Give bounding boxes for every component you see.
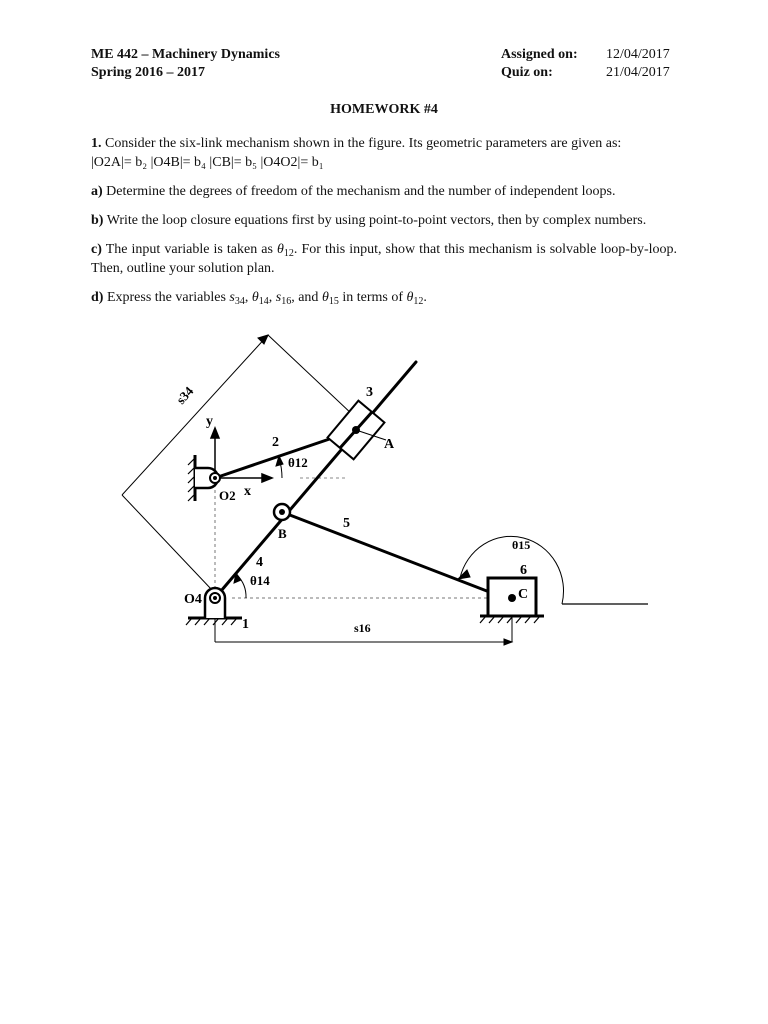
theta-symbol: θ xyxy=(276,242,284,257)
o2-axes xyxy=(211,428,272,482)
subscript-16: 16 xyxy=(281,296,292,307)
part-b-label: b) xyxy=(91,213,104,228)
part-a-text: Determine the degrees of freedom of the mechanism and the number of independent loops. xyxy=(106,184,616,199)
theta-symbol: θ xyxy=(251,290,259,305)
label-link-2: 2 xyxy=(272,435,279,450)
label-s34: s34 xyxy=(173,383,197,408)
problem-number: 1. xyxy=(91,136,102,151)
label-o4: O4 xyxy=(184,592,202,607)
label-c: C xyxy=(518,587,529,602)
label-link-4: 4 xyxy=(256,555,263,570)
part-d-text-post: in terms of xyxy=(342,290,403,305)
part-c-label: c) xyxy=(91,242,102,257)
theta15-arrowhead xyxy=(458,570,470,579)
quiz-date: 21/04/2017 xyxy=(606,65,670,80)
link-4 xyxy=(215,362,416,598)
part-a-label: a) xyxy=(91,184,103,199)
theta-symbol: θ xyxy=(321,290,329,305)
subscript-12: 12 xyxy=(413,296,424,307)
homework-title: HOMEWORK #4 xyxy=(330,102,438,117)
part-b-text: Write the loop closure equations first by using point-to-point vectors, then by complex numbers. xyxy=(106,213,647,228)
quiz-label: Quiz on: xyxy=(501,65,553,80)
label-ground-1: 1 xyxy=(242,617,249,632)
label-s16: s16 xyxy=(354,621,371,635)
assigned-date: 12/04/2017 xyxy=(606,47,670,62)
part-d: d) Express the variables $s_{34}$, $\theta_{14}$, $s_{16}$, and $\theta_{15}$ in terms of $\theta_{12}$. xyxy=(91,290,427,307)
assigned-label: Assigned on: xyxy=(501,47,578,62)
label-b: B xyxy=(278,526,287,541)
part-c: c) The input variable is taken as $\theta_{12}$. For this input, show that this mechanism is solvable loop-by-loop. Then, outline your solution plan. xyxy=(91,242,678,276)
label-link-6: 6 xyxy=(520,563,527,578)
part-c-text-pre: The input variable is taken as xyxy=(105,242,273,257)
s34-lower-ext xyxy=(122,495,212,590)
label-theta14: θ14 xyxy=(250,573,270,588)
subscript-34: 34 xyxy=(234,296,245,307)
label-link-5: 5 xyxy=(343,516,350,531)
s34-upper-ext xyxy=(268,335,354,416)
label-theta12: θ12 xyxy=(288,455,308,470)
label-x: x xyxy=(244,484,251,499)
label-o2: O2 xyxy=(219,488,236,503)
s34-dimension xyxy=(122,335,354,590)
subscript-14: 14 xyxy=(258,296,269,307)
part-d-text-pre: Express the variables xyxy=(106,290,226,305)
s-symbol: s xyxy=(275,290,282,305)
part-c-text-post: For this input, show that this mechanism is solvable loop-by-loop. Then, outline your solution plan. xyxy=(91,242,678,276)
part-d-and: and xyxy=(298,290,319,305)
s-symbol: s xyxy=(229,290,235,305)
problem-params: |O2A|= b₂ |O4B|= b₄ |CB|= b₅ |O4O2|= b₁ xyxy=(91,155,324,170)
problem-intro-text: Consider the six-link mechanism shown in the figure. Its geometric parameters are given as: xyxy=(105,136,622,151)
s34-arrowhead xyxy=(258,335,268,344)
label-theta15: θ15 xyxy=(512,538,531,552)
label-y: y xyxy=(206,414,213,429)
course-title: ME 442 – Machinery Dynamics xyxy=(91,47,280,62)
label-a: A xyxy=(384,437,395,452)
term: Spring 2016 – 2017 xyxy=(91,65,205,80)
theta-symbol: θ xyxy=(406,290,414,305)
label-link-3: 3 xyxy=(366,385,373,400)
part-d-label: d) xyxy=(91,290,104,305)
subscript-12: 12 xyxy=(283,248,294,259)
subscript-15: 15 xyxy=(328,296,339,307)
slider-6 xyxy=(480,578,544,623)
